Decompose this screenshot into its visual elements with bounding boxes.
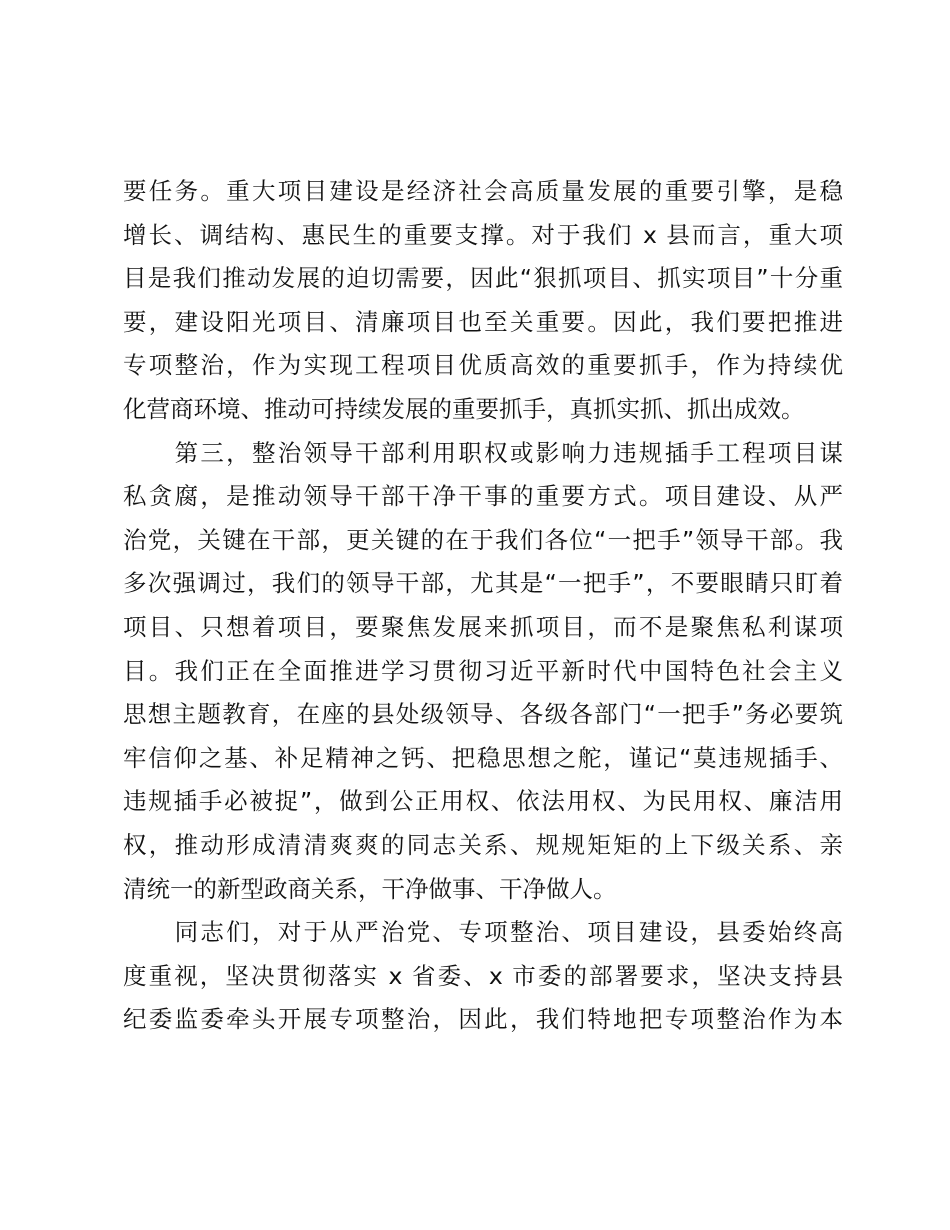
text-line: 目是我们推动发展的迫切需要，因此“狠抓项目、抓实项目”十分重 — [123, 264, 843, 293]
text-line: 要任务。重大项目建设是经济社会高质量发展的重要引擎，是稳 — [123, 177, 843, 205]
text-line: 牢信仰之基、补足精神之钙、把稳思想之舵，谨记“莫违规插手、 — [123, 743, 843, 772]
text-line: 增长、调结构、惠民生的重要支撑。对于我们 x 县而言，重大项 — [123, 220, 843, 249]
text-line: 私贪腐，是推动领导干部干净干事的重要方式。项目建设、从严 — [123, 482, 843, 511]
text-line: 度重视，坚决贯彻落实 x 省委、x 市委的部署要求，坚决支持县 — [123, 961, 843, 990]
text-line: 同志们，对于从严治党、专项整治、项目建设，县委始终高 — [123, 918, 843, 947]
text-line: 专项整治，作为实现工程项目优质高效的重要抓手，作为持续优 — [123, 351, 843, 380]
text-line: 治党，关键在干部，更关键的在于我们各位“一把手”领导干部。我 — [123, 525, 843, 554]
text-line: 思想主题教育，在座的县处级领导、各级各部门“一把手”务必要筑 — [123, 700, 843, 729]
text-line: 违规插手必被捉”，做到公正用权、依法用权、为民用权、廉洁用 — [123, 787, 843, 816]
text-line: 多次强调过，我们的领导干部，尤其是“一把手”，不要眼睛只盯着 — [123, 569, 843, 598]
text-line: 项目、只想着项目，要聚焦发展来抓项目，而不是聚焦私利谋项 — [123, 612, 843, 641]
text-line: 清统一的新型政商关系，干净做事、干净做人。 — [123, 874, 617, 903]
text-line: 第三，整治领导干部利用职权或影响力违规插手工程项目谋 — [123, 438, 843, 467]
text-line: 目。我们正在全面推进学习贯彻习近平新时代中国特色社会主义 — [123, 656, 843, 685]
text-line: 要，建设阳光项目、清廉项目也至关重要。因此，我们要把推进 — [123, 307, 843, 336]
body-text — [123, 170, 843, 1042]
text-line: 化营商环境、推动可持续发展的重要抓手，真抓实抓、抓出成效。 — [123, 394, 805, 423]
text-line: 纪委监委牵头开展专项整治，因此，我们特地把专项整治作为本 — [123, 1005, 843, 1034]
text-line: 权，推动形成清清爽爽的同志关系、规规矩矩的上下级关系、亲 — [123, 830, 843, 859]
